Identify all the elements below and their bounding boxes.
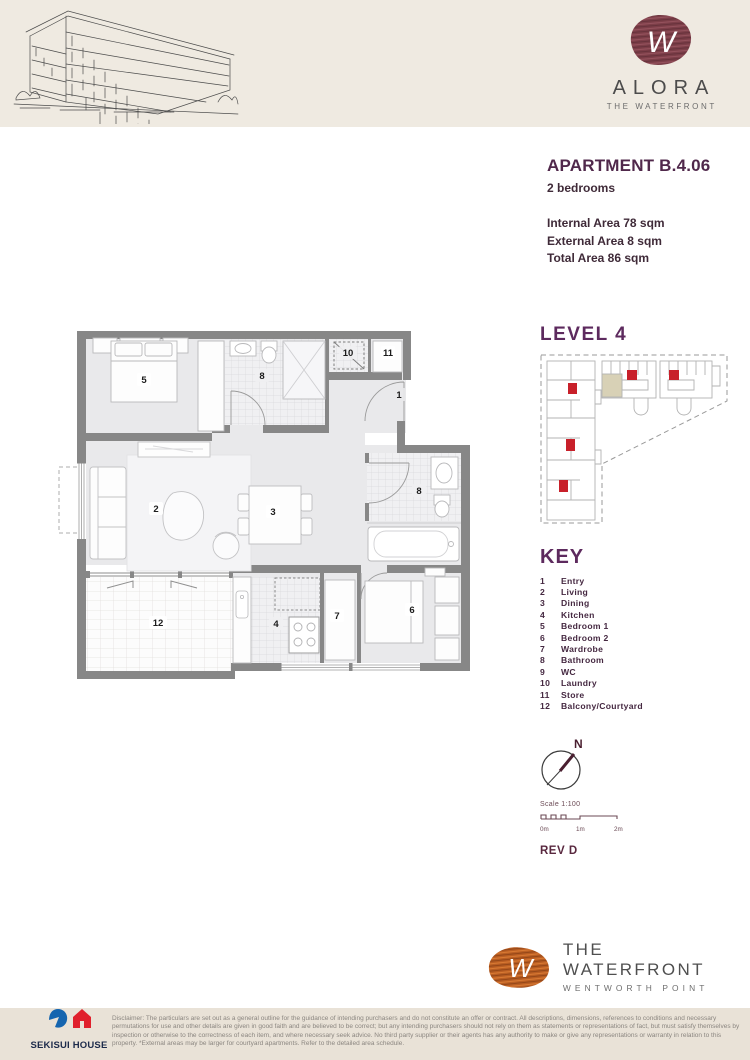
key-item: 4 Kitchen <box>540 609 595 620</box>
key-item: 5 Bedroom 1 <box>540 621 609 632</box>
scale-tick-2: 2m <box>614 826 623 833</box>
key-title: KEY <box>540 546 585 568</box>
waterfront-brand-tagline: WENTWORTH POINT <box>562 983 709 993</box>
north-label: N <box>574 737 583 751</box>
alora-brand-tagline: THE WATERFRONT <box>606 102 717 111</box>
key-item: 9 WC <box>540 666 576 677</box>
key-item: 3 Dining <box>540 598 590 609</box>
waterfront-pebble-icon <box>487 943 552 991</box>
key-item: 7 Wardrobe <box>540 644 604 655</box>
level-minimap <box>538 352 732 527</box>
key-item: 10 Laundry <box>540 678 598 689</box>
apartment-title: APARTMENT B.4.06 <box>547 156 711 175</box>
label-bedroom1 <box>137 373 151 386</box>
svg-text:7: 7 <box>334 611 340 622</box>
key-item: 8 Bathroom <box>540 655 604 666</box>
key-item: 12 Balcony/Courtyard <box>540 700 643 711</box>
svg-text:W: W <box>646 26 676 59</box>
label-wardrobe <box>330 609 344 622</box>
svg-text:6: 6 <box>409 605 415 616</box>
scale-caption: Scale 1:100 <box>540 801 581 808</box>
label-ensuite <box>255 369 269 382</box>
alora-pebble-icon <box>598 12 723 68</box>
svg-text:8: 8 <box>416 486 422 497</box>
key-item: 11 Store <box>540 689 585 700</box>
scale-tick-1: 1m <box>576 826 585 833</box>
waterfront-logo <box>487 940 750 993</box>
svg-text:8: 8 <box>259 371 265 382</box>
key-item: 1 Entry <box>540 575 585 586</box>
apartment-info <box>547 156 710 268</box>
external-area: External Area 8 sqm <box>547 233 662 248</box>
svg-text:1: 1 <box>396 390 402 401</box>
svg-text:5: 5 <box>141 375 147 386</box>
total-area: Total Area 86 sqm <box>547 251 650 265</box>
scale-tick-0: 0m <box>540 826 549 833</box>
label-bathroom <box>412 484 426 497</box>
svg-text:3: 3 <box>270 507 276 518</box>
svg-text:10: 10 <box>342 348 354 359</box>
label-bedroom2 <box>405 603 419 616</box>
sekisui-name: SEKISUI HOUSE <box>30 1040 108 1051</box>
svg-text:11: 11 <box>382 348 394 359</box>
svg-text:2: 2 <box>153 504 159 515</box>
sekisui-mark-icon <box>46 1008 92 1034</box>
svg-text:W: W <box>508 954 533 983</box>
key-list <box>540 575 643 712</box>
waterfront-brand-name: THE WATERFRONT <box>562 940 705 979</box>
scale-bar <box>540 801 624 834</box>
key-item: 2 Living <box>540 587 589 598</box>
label-laundry <box>339 346 357 359</box>
header-band <box>0 0 750 127</box>
floor-plan <box>35 325 480 695</box>
revision-label: REV D <box>540 845 578 857</box>
alora-logo <box>598 12 723 111</box>
label-dining <box>266 505 280 518</box>
level-title: LEVEL 4 <box>540 324 628 345</box>
alora-brand-name: ALORA <box>612 77 716 99</box>
label-entry <box>392 388 406 401</box>
label-store <box>381 346 395 359</box>
svg-text:4: 4 <box>273 619 279 630</box>
label-kitchen <box>269 617 283 630</box>
label-balcony <box>149 616 167 629</box>
internal-area: Internal Area 78 sqm <box>547 216 665 230</box>
label-living <box>149 502 163 515</box>
apartment-location-unit <box>602 374 622 397</box>
north-compass <box>538 735 594 793</box>
svg-text:12: 12 <box>152 618 164 629</box>
scale-ruler-icon <box>540 811 624 821</box>
key-item: 6 Bedroom 2 <box>540 632 609 643</box>
sekisui-logo <box>28 1008 110 1051</box>
building-sketch <box>6 2 241 124</box>
apartment-bedrooms: 2 bedrooms <box>547 181 616 195</box>
disclaimer-text: Disclaimer: The particulars are set out as a general outline for the guidance of intending purchasers and do not constitute an offer or contract. All descriptions, dimensions, references to conditions and necessary permutations for use and other details are given in good faith and are believed to be correct; but any intending purchasers should not rely on them as statements or representations of fact, but must satisfy themselves by inspection or otherwise to the correctness of each item, and where necessary seek advice. No third party supplier or their agents has any authority to make or give any representations or warranty in relation to this property. *External areas may be larger for courtyard apartments. Refer to the detailed area schedule. <box>112 1015 740 1047</box>
